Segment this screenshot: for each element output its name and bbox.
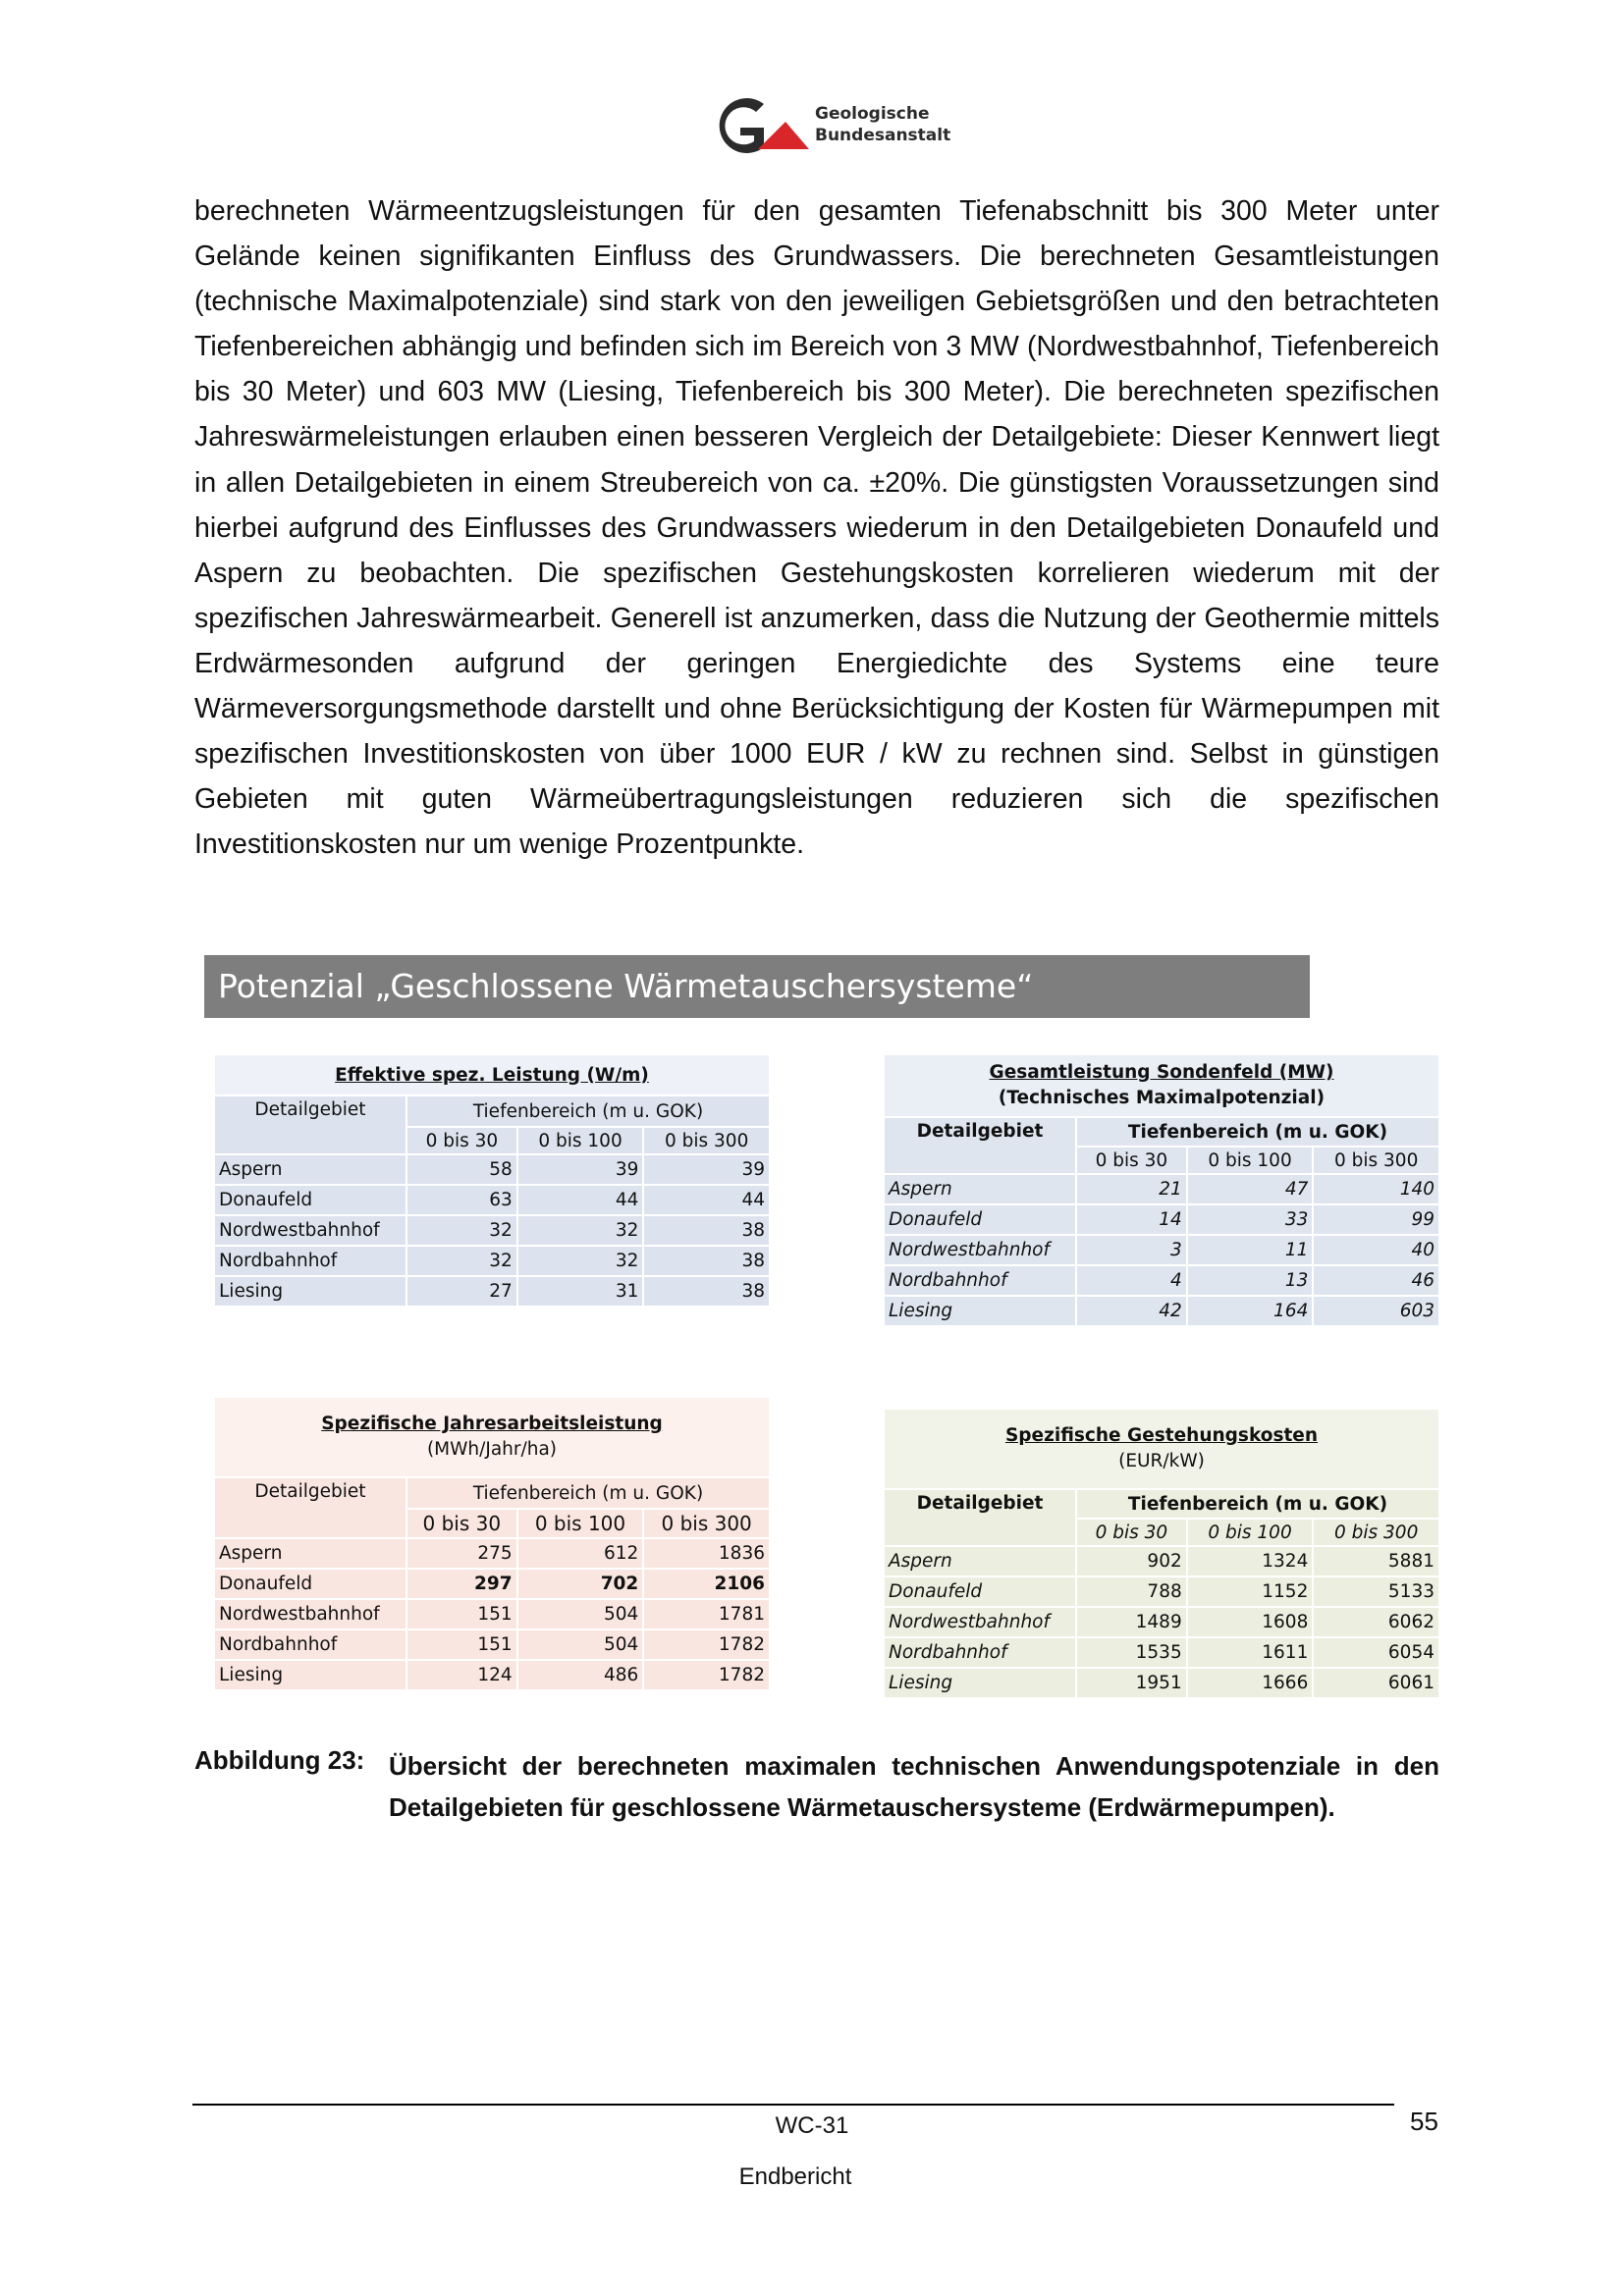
cell: 504 xyxy=(517,1629,644,1660)
cell: 1781 xyxy=(643,1599,770,1629)
col-header-depth: Tiefenbereich (m u. GOK) xyxy=(406,1095,770,1127)
table-row xyxy=(214,1154,770,1185)
cell: 1782 xyxy=(643,1629,770,1660)
row-label: Liesing xyxy=(884,1296,1076,1326)
cell: 38 xyxy=(643,1246,770,1276)
cell: 164 xyxy=(1187,1296,1314,1326)
geologische-bundesanstalt-logo xyxy=(703,92,951,161)
cell: 6054 xyxy=(1313,1637,1439,1668)
cell: 31 xyxy=(517,1276,644,1307)
row-label: Nordbahnhof xyxy=(884,1637,1076,1668)
cell: 33 xyxy=(1187,1204,1314,1235)
cell: 1611 xyxy=(1187,1637,1314,1668)
cell: 44 xyxy=(643,1185,770,1215)
subcol-header: 0 bis 100 xyxy=(1187,1519,1314,1546)
row-label: Liesing xyxy=(884,1668,1076,1698)
table-row xyxy=(214,1246,770,1276)
cell: 99 xyxy=(1313,1204,1439,1235)
footer-rule xyxy=(192,2104,1394,2106)
table-row xyxy=(214,1276,770,1307)
cell: 1535 xyxy=(1076,1637,1187,1668)
col-header-depth: Tiefenbereich (m u. GOK) xyxy=(406,1477,770,1509)
table-row xyxy=(884,1235,1439,1265)
col-header-depth: Tiefenbereich (m u. GOK) xyxy=(1076,1117,1439,1147)
table-row xyxy=(884,1637,1439,1668)
cell: 40 xyxy=(1313,1235,1439,1265)
table-row xyxy=(884,1265,1439,1296)
cell: 486 xyxy=(517,1660,644,1690)
col-header-area: Detailgebiet xyxy=(214,1095,406,1154)
cell: 1489 xyxy=(1076,1607,1187,1637)
cell: 6062 xyxy=(1313,1607,1439,1637)
table-row xyxy=(214,1569,770,1599)
cell: 124 xyxy=(406,1660,517,1690)
row-label: Donaufeld xyxy=(214,1569,406,1599)
cell: 702 xyxy=(517,1569,644,1599)
cell: 612 xyxy=(517,1538,644,1569)
cell: 39 xyxy=(643,1154,770,1185)
row-label: Nordbahnhof xyxy=(884,1265,1076,1296)
cell: 1152 xyxy=(1187,1576,1314,1607)
cell: 47 xyxy=(1187,1174,1314,1204)
col-header-area: Detailgebiet xyxy=(214,1477,406,1538)
subcol-header: 0 bis 30 xyxy=(1076,1519,1187,1546)
subcol-header: 0 bis 100 xyxy=(517,1509,644,1538)
figure-caption-text: Übersicht der berechneten maximalen technischen Anwendungspotenziale in den Detailgebieten für geschlossene Wärmetauschersysteme (Erdwärmepumpen). xyxy=(389,1751,1439,1822)
cell: 63 xyxy=(406,1185,517,1215)
subcol-header: 0 bis 100 xyxy=(1187,1147,1314,1174)
cell: 902 xyxy=(1076,1546,1187,1576)
footer-report-label: Endbericht xyxy=(738,2163,852,2190)
cell: 11 xyxy=(1187,1235,1314,1265)
table-total-power xyxy=(883,1053,1440,1327)
cell: 58 xyxy=(406,1154,517,1185)
row-label: Donaufeld xyxy=(884,1204,1076,1235)
row-label: Nordwestbahnhof xyxy=(884,1607,1076,1637)
row-label: Liesing xyxy=(214,1276,406,1307)
row-label: Aspern xyxy=(214,1154,406,1185)
table-row xyxy=(884,1296,1439,1326)
row-label: Aspern xyxy=(884,1174,1076,1204)
row-label: Aspern xyxy=(884,1546,1076,1576)
row-label: Donaufeld xyxy=(214,1185,406,1215)
subcol-header: 0 bis 30 xyxy=(1076,1147,1187,1174)
cell: 297 xyxy=(406,1569,517,1599)
row-label: Aspern xyxy=(214,1538,406,1569)
figure-caption-label: Abbildung 23: xyxy=(194,1745,365,1775)
cell: 32 xyxy=(406,1246,517,1276)
row-label: Nordwestbahnhof xyxy=(884,1235,1076,1265)
cell: 151 xyxy=(406,1599,517,1629)
table-row xyxy=(214,1215,770,1246)
cell: 1951 xyxy=(1076,1668,1187,1698)
cell: 1782 xyxy=(643,1660,770,1690)
cell: 275 xyxy=(406,1538,517,1569)
logo-mark-icon xyxy=(703,92,811,161)
table-title: Effektive spez. Leistung (W/m) xyxy=(335,1064,649,1086)
row-label: Nordwestbahnhof xyxy=(214,1599,406,1629)
table-production-cost xyxy=(883,1408,1440,1699)
table-title: Gesamtleistung Sondenfeld (MW) xyxy=(989,1062,1334,1083)
table-subtitle: (MWh/Jahr/ha) xyxy=(426,1439,558,1460)
table-subtitle: (Technisches Maximalpotenzial) xyxy=(998,1088,1326,1108)
cell: 504 xyxy=(517,1599,644,1629)
subcol-header: 0 bis 300 xyxy=(643,1127,770,1154)
cell: 38 xyxy=(643,1276,770,1307)
cell: 21 xyxy=(1076,1174,1187,1204)
cell: 42 xyxy=(1076,1296,1187,1326)
org-name-line1: Geologische xyxy=(815,104,930,124)
subcol-header: 0 bis 300 xyxy=(1313,1519,1439,1546)
table-row xyxy=(884,1174,1439,1204)
cell: 2106 xyxy=(643,1569,770,1599)
cell: 44 xyxy=(517,1185,644,1215)
subcol-header: 0 bis 30 xyxy=(406,1127,517,1154)
table-row xyxy=(884,1576,1439,1607)
body-paragraph: berechneten Wärmeentzugsleistungen für den gesamten Tiefenabschnitt bis 300 Meter unter Gelände keinen signifikanten Einfluss des Grundwassers. Die berechneten Gesamtleistungen (technische Maximalpotenziale) sind stark von den jeweiligen Gebietsgrößen und den betrachteten Tiefenbereichen abhängig und befinden sich im Bereich von 3 MW (Nordwestbahnhof, Tiefenbereich bis 30 Meter) und 603 MW (Liesing, Tiefenbereich bis 300 Meter). Die berechneten spezifischen Jahreswärmeleistungen erlauben einen besseren Vergleich der Detailgebiete: Dieser Kennwert liegt in allen Detailgebieten in einem Streubereich von ca. ±20%. Die günstigsten Voraussetzungen sind hierbei aufgrund des Einflusses des Grundwassers wiederum in den Detailgebieten Donaufeld und Aspern zu beobachten. Die spezifischen Gestehungskosten korrelieren wiederum mit der spezifischen Jahreswärmearbeit. Generell ist anzumerken, dass die Nutzung der Geothermie mittels Erdwärmesonden aufgrund der geringen Energiedichte des Systems eine teure Wärmeversorgungsmethode darstellt und ohne Berücksichtigung der Kosten für Wärmepumpen mit spezifischen Investitionskosten von über 1000 EUR / kW zu rechnen sind. Selbst in günstigen Gebieten mit guten Wärmeübertragungsleistungen reduzieren sich die spezifischen Investitionskosten nur um wenige Prozentpunkte. xyxy=(194,195,1439,861)
cell: 140 xyxy=(1313,1174,1439,1204)
table-row xyxy=(214,1185,770,1215)
cell: 4 xyxy=(1076,1265,1187,1296)
cell: 3 xyxy=(1076,1235,1187,1265)
subcol-header: 0 bis 100 xyxy=(517,1127,644,1154)
cell: 151 xyxy=(406,1629,517,1660)
cell: 5133 xyxy=(1313,1576,1439,1607)
table-annual-work xyxy=(213,1396,771,1691)
subcol-header: 0 bis 300 xyxy=(643,1509,770,1538)
cell: 38 xyxy=(643,1215,770,1246)
table-row xyxy=(214,1599,770,1629)
col-header-area: Detailgebiet xyxy=(884,1489,1076,1546)
cell: 5881 xyxy=(1313,1546,1439,1576)
row-label: Nordbahnhof xyxy=(214,1629,406,1660)
table-row xyxy=(214,1660,770,1690)
table-effective-power xyxy=(213,1053,771,1308)
table-row xyxy=(884,1546,1439,1576)
table-row xyxy=(214,1629,770,1660)
org-name-line2: Bundesanstalt xyxy=(815,126,951,145)
cell: 46 xyxy=(1313,1265,1439,1296)
section-banner: Potenzial „Geschlossene Wärmetauschersysteme“ xyxy=(204,955,1310,1018)
row-label: Liesing xyxy=(214,1660,406,1690)
cell: 1608 xyxy=(1187,1607,1314,1637)
cell: 1666 xyxy=(1187,1668,1314,1698)
cell: 32 xyxy=(517,1215,644,1246)
cell: 39 xyxy=(517,1154,644,1185)
subcol-header: 0 bis 300 xyxy=(1313,1147,1439,1174)
cell: 1836 xyxy=(643,1538,770,1569)
cell: 32 xyxy=(517,1246,644,1276)
subcol-header: 0 bis 30 xyxy=(406,1509,517,1538)
table-row xyxy=(884,1668,1439,1698)
table-subtitle: (EUR/kW) xyxy=(1118,1451,1205,1471)
cell: 1324 xyxy=(1187,1546,1314,1576)
table-title: Spezifische Gestehungskosten xyxy=(1004,1425,1319,1446)
table-row xyxy=(214,1538,770,1569)
table-row xyxy=(884,1204,1439,1235)
col-header-area: Detailgebiet xyxy=(884,1117,1076,1174)
row-label: Donaufeld xyxy=(884,1576,1076,1607)
page-number: 55 xyxy=(1410,2107,1438,2136)
row-label: Nordwestbahnhof xyxy=(214,1215,406,1246)
col-header-depth: Tiefenbereich (m u. GOK) xyxy=(1076,1489,1439,1519)
footer-code: WC-31 xyxy=(775,2112,849,2139)
table-row xyxy=(884,1607,1439,1637)
row-label: Nordbahnhof xyxy=(214,1246,406,1276)
cell: 788 xyxy=(1076,1576,1187,1607)
cell: 32 xyxy=(406,1215,517,1246)
cell: 27 xyxy=(406,1276,517,1307)
cell: 6061 xyxy=(1313,1668,1439,1698)
cell: 14 xyxy=(1076,1204,1187,1235)
table-title: Spezifische Jahresarbeitsleistung xyxy=(321,1414,663,1434)
cell: 13 xyxy=(1187,1265,1314,1296)
cell: 603 xyxy=(1313,1296,1439,1326)
